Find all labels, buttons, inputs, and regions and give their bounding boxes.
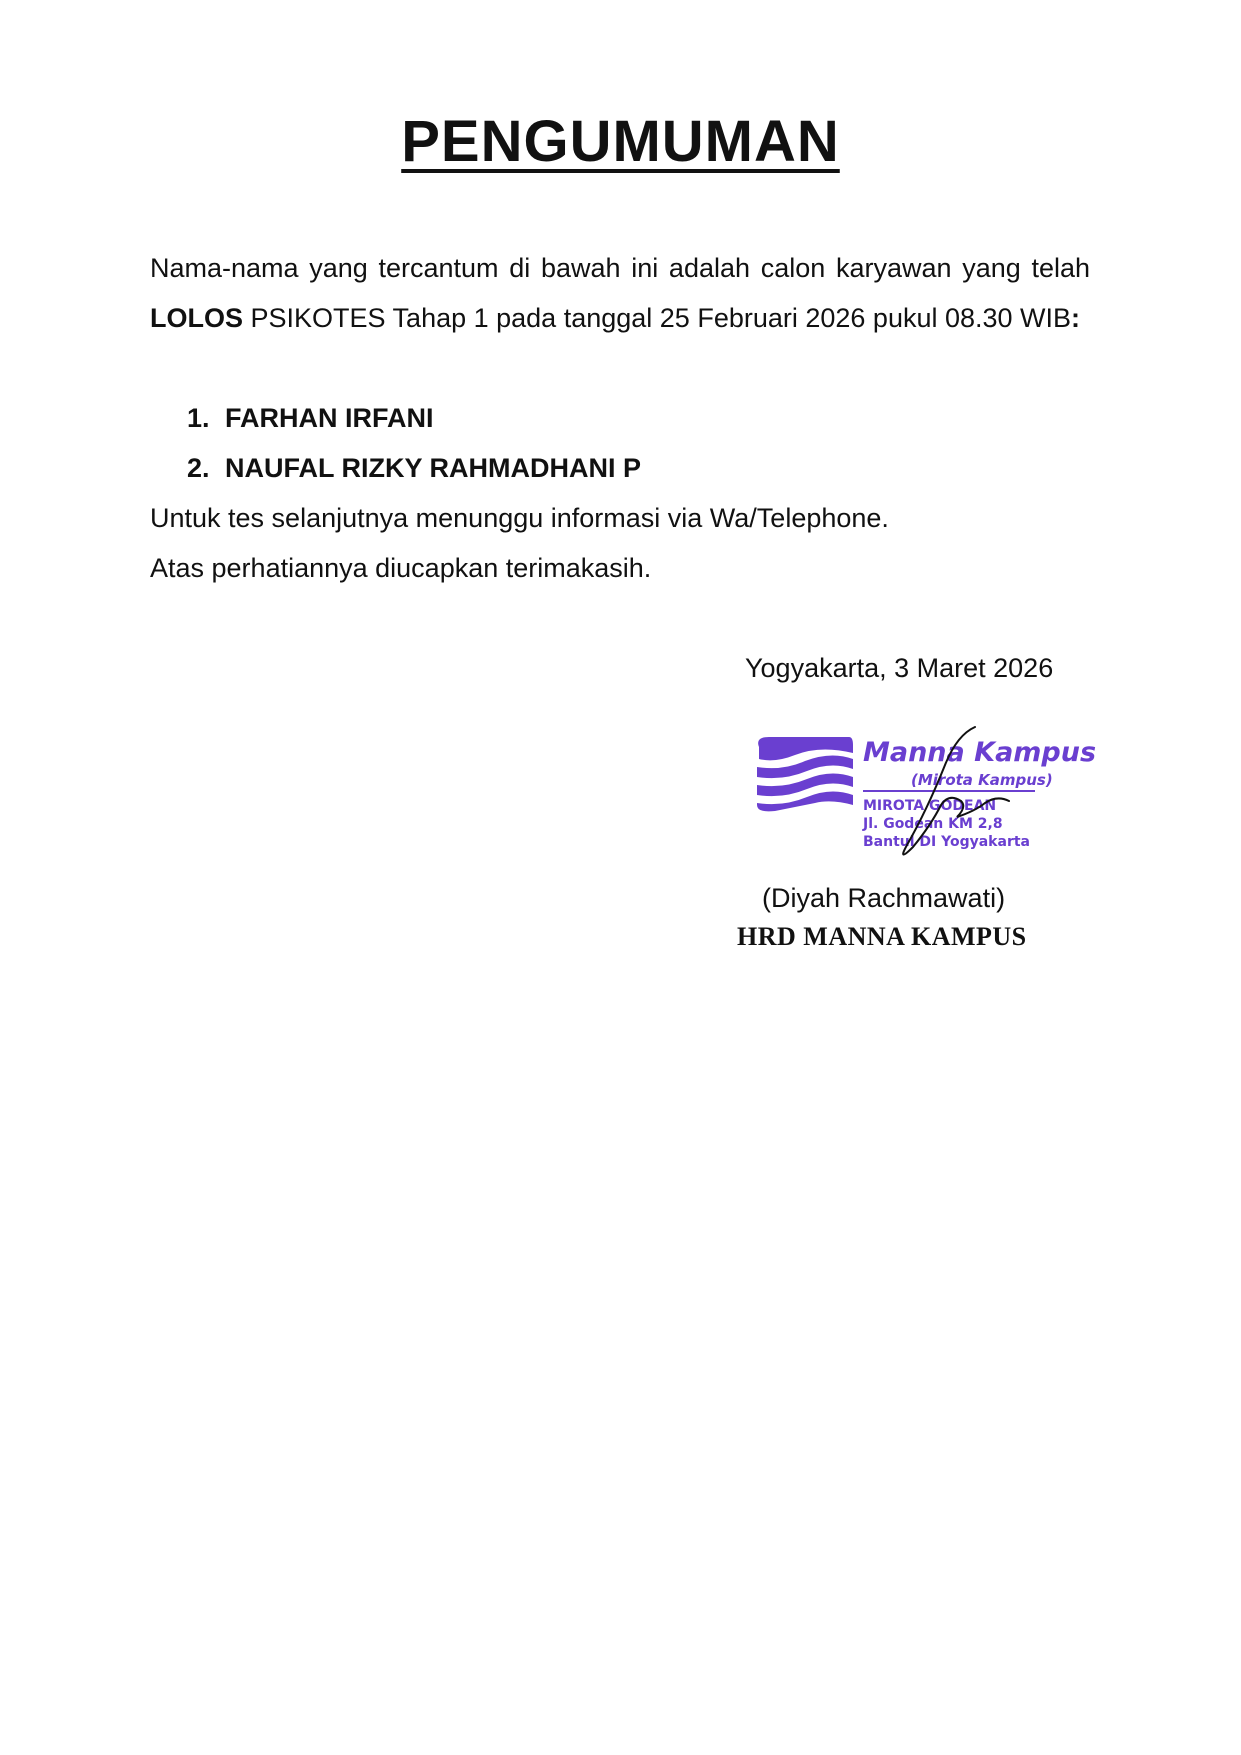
signer-name: (Diyah Rachmawati) [762, 883, 1006, 913]
candidate-name: FARHAN IRFANI [225, 403, 434, 433]
stamp-logo-icon [757, 737, 853, 811]
list-item: 2. NAUFAL RIZKY RAHMADHANI P [187, 453, 642, 483]
intro-paragraph: Nama-nama yang tercantum di bawah ini adalah calon karyawan yang telah LOLOS PSIKOTES Tahap 1 pada tanggal 25 Februari 2026 pukul 08.30 WIB: [150, 253, 1090, 333]
stamp-address2: Bantul DI Yogyakarta [863, 834, 1030, 850]
lolos-emphasis: LOLOS [150, 303, 243, 333]
candidate-list [187, 393, 641, 493]
stamp-address1: Jl. Godean KM 2,8 [863, 816, 1003, 832]
page-title: PENGUMUMAN [401, 109, 840, 174]
stamp-sub: (Mirota Kampus) [911, 771, 1053, 789]
list-item: 1. FARHAN IRFANI [187, 403, 434, 433]
signer-department: HRD MANNA KAMPUS [737, 922, 1027, 951]
candidate-name: NAUFAL RIZKY RAHMADHANI P [225, 453, 642, 483]
stamp-branch: MIROTA GODEAN [863, 798, 997, 814]
followup-text: Untuk tes selanjutnya menunggu informasi via Wa/Telephone. [150, 503, 889, 533]
company-stamp [735, 715, 1097, 865]
place-date: Yogyakarta, 3 Maret 2026 [745, 653, 1054, 683]
stamp-brand: Manna Kampus [863, 737, 1097, 768]
thanks-text: Atas perhatiannya diucapkan terimakasih. [150, 553, 652, 583]
